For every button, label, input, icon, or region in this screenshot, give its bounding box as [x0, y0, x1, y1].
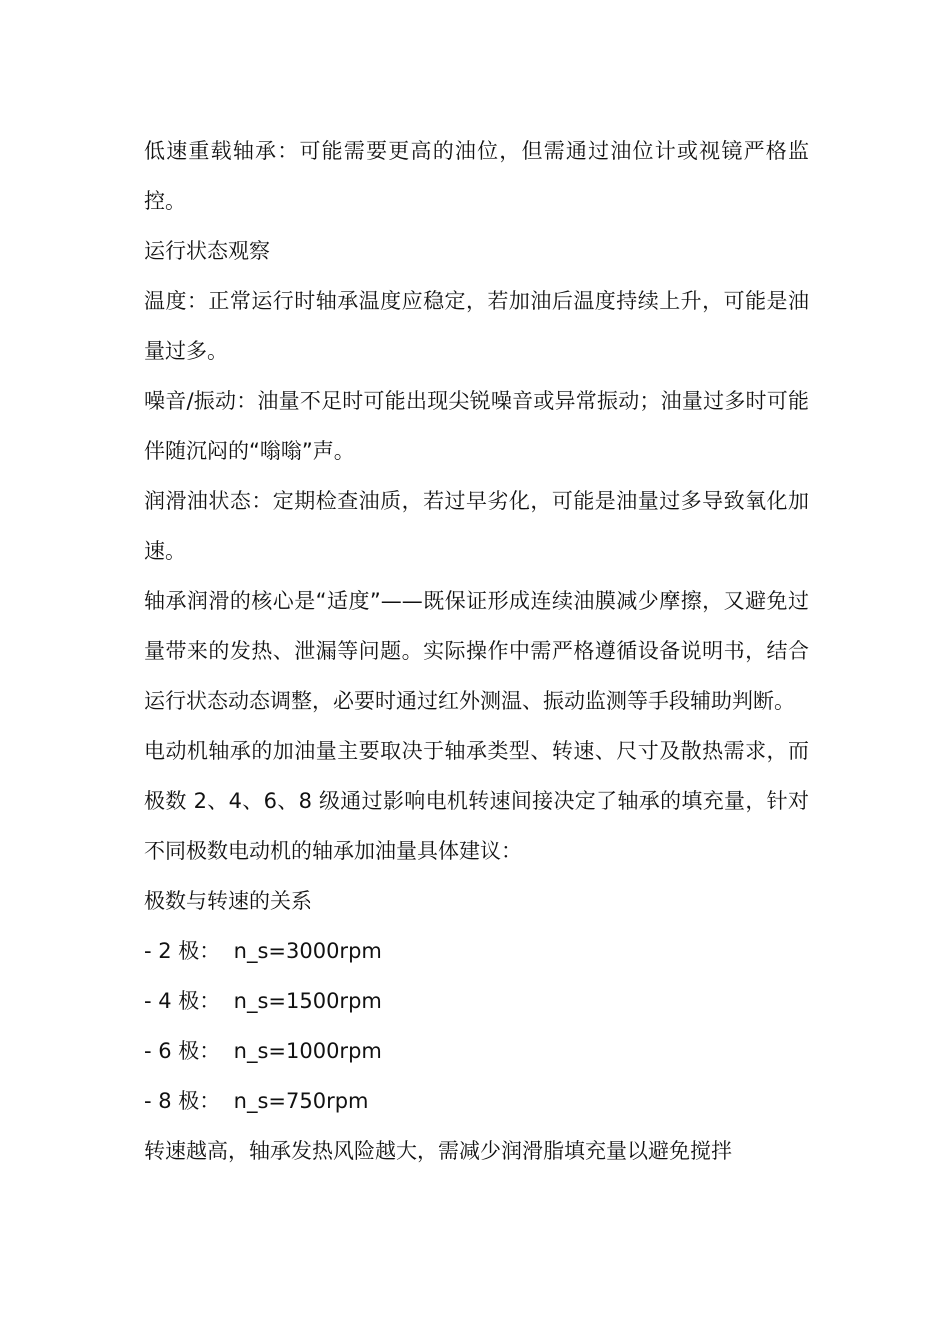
paragraph-oil-condition: 润滑油状态：定期检查油质，若过早劣化，可能是油量过多导致氧化加速。: [144, 489, 809, 563]
heading-operating-status: 运行状态观察: [144, 239, 270, 263]
list-item-6-pole: - 6 极： n_s=1000rpm: [144, 1039, 382, 1063]
list-item-2-pole: - 2 极： n_s=3000rpm: [144, 939, 382, 963]
paragraph-speed-heat: 转速越高，轴承发热风险越大，需减少润滑脂填充量以避免搅拌: [144, 1139, 732, 1163]
document-body: [144, 126, 809, 1176]
paragraph-motor-bearing-oil: 电动机轴承的加油量主要取决于轴承类型、转速、尺寸及散热需求，而极数 2、4、6、8 级通过影响电机转速间接决定了轴承的填充量，针对不同极数电动机的轴承加油量具体建议：: [144, 739, 809, 863]
paragraph-temperature: 温度：正常运行时轴承温度应稳定，若加油后温度持续上升，可能是油量过多。: [144, 289, 809, 363]
paragraph-low-speed-heavy-load: 低速重载轴承：可能需要更高的油位，但需通过油位计或视镜严格监控。: [144, 139, 809, 213]
heading-poles-speed: 极数与转速的关系: [144, 889, 312, 913]
list-item-8-pole: - 8 极： n_s=750rpm: [144, 1089, 369, 1113]
paragraph-noise-vibration: 噪音/振动：油量不足时可能出现尖锐噪音或异常振动；油量过多时可能伴随沉闷的“嗡嗡”声。: [144, 389, 809, 463]
list-item-4-pole: - 4 极： n_s=1500rpm: [144, 989, 382, 1013]
paragraph-lubrication-core: 轴承润滑的核心是“适度”——既保证形成连续油膜减少摩擦，又避免过量带来的发热、泄漏等问题。实际操作中需严格遵循设备说明书，结合运行状态动态调整，必要时通过红外测温、振动监测等手段辅助判断。: [144, 589, 809, 713]
